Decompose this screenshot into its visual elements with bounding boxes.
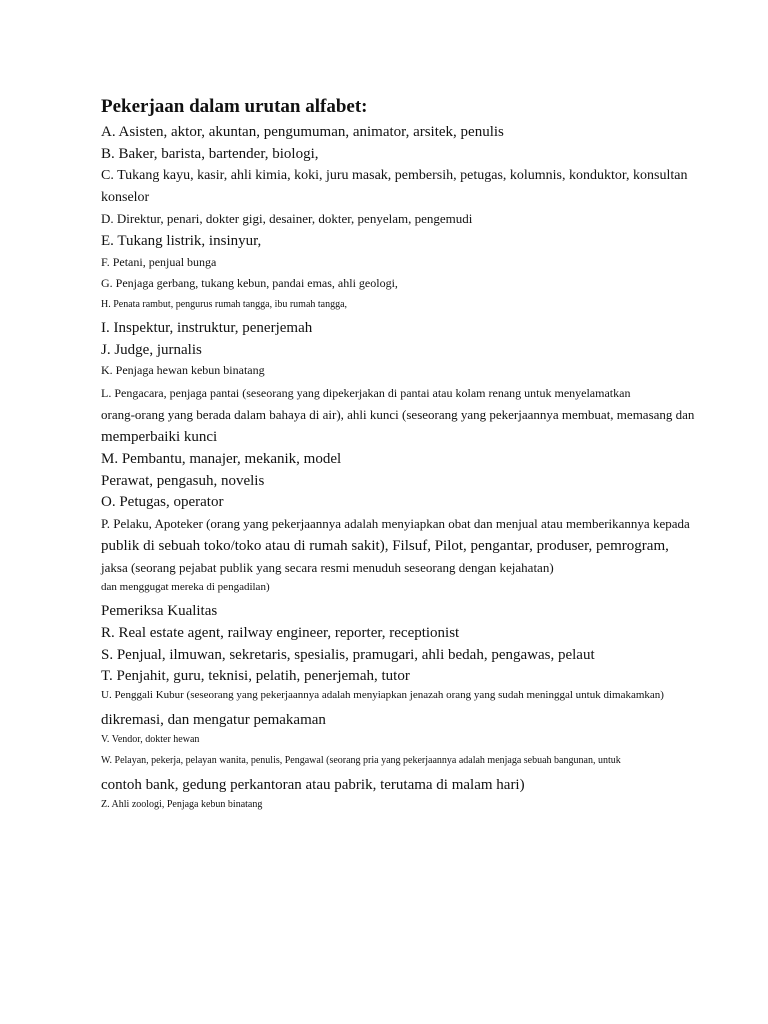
- line-c: C. Tukang kayu, kasir, ahli kimia, koki, juru masak, pembersih, petugas, kolumnis, konduktor, konsultan: [101, 168, 688, 183]
- line-u-cont: dikremasi, dan mengatur pemakaman: [101, 712, 326, 728]
- line-e: E. Tukang listrik, insinyur,: [101, 233, 262, 249]
- line-h: H. Penata rambut, pengurus rumah tangga, ibu rumah tangga,: [101, 299, 348, 310]
- line-l: L. Pengacara, penjaga pantai (seseorang yang dipekerjakan di pantai atau kolam renang untuk menyelamatkan: [101, 386, 631, 400]
- line-j: J. Judge, jurnalis: [101, 342, 202, 358]
- line-d: D. Direktur, penari, dokter gigi, desainer, dokter, penyelam, pengemudi: [101, 211, 473, 226]
- page-title: Pekerjaan dalam urutan alfabet:: [101, 96, 368, 117]
- line-b: B. Baker, barista, bartender, biologi,: [101, 146, 319, 162]
- line-r: R. Real estate agent, railway engineer, reporter, receptionist: [101, 625, 460, 641]
- line-k: K. Penjaga hewan kebun binatang: [101, 363, 265, 377]
- line-g: G. Penjaga gerbang, tukang kebun, pandai emas, ahli geologi,: [101, 276, 398, 290]
- line-p-cont-2: jaksa (seorang pejabat publik yang secara resmi menuduh seseorang dengan kejahatan): [101, 560, 554, 575]
- line-n: Perawat, pengasuh, novelis: [101, 473, 265, 489]
- line-c-cont: konselor: [101, 190, 150, 205]
- line-p-cont-1: publik di sebuah toko/toko atau di rumah sakit), Filsuf, Pilot, pengantar, produser, pemrogram,: [101, 538, 669, 554]
- line-u: U. Penggali Kubur (seseorang yang pekerjaannya adalah menyiapkan jenazah orang yang sudah meninggal untuk dimakamkan): [101, 689, 664, 701]
- line-w-cont: contoh bank, gedung perkantoran atau pabrik, terutama di malam hari): [101, 777, 525, 793]
- line-s: S. Penjual, ilmuwan, sekretaris, spesialis, pramugari, ahli bedah, pengawas, pelaut: [101, 647, 595, 663]
- line-z: Z. Ahli zoologi, Penjaga kebun binatang: [101, 799, 263, 810]
- line-t: T. Penjahit, guru, teknisi, pelatih, penerjemah, tutor: [101, 668, 410, 684]
- line-w: W. Pelayan, pekerja, pelayan wanita, penulis, Pengawal (seorang pria yang pekerjaannya adalah menjaga sebuah bangunan, untuk: [101, 755, 621, 766]
- line-f: F. Petani, penjual bunga: [101, 255, 217, 269]
- line-a: A. Asisten, aktor, akuntan, pengumuman, animator, arsitek, penulis: [101, 124, 504, 140]
- line-p-cont-3: dan menggugat mereka di pengadilan): [101, 581, 270, 593]
- line-m: M. Pembantu, manajer, mekanik, model: [101, 451, 342, 467]
- line-v: V. Vendor, dokter hewan: [101, 734, 200, 745]
- line-l-cont-2: memperbaiki kunci: [101, 429, 218, 445]
- line-p: P. Pelaku, Apoteker (orang yang pekerjaannya adalah menyiapkan obat dan menjual atau memberikannya kepada: [101, 516, 690, 531]
- line-l-cont-1: orang-orang yang berada dalam bahaya di air), ahli kunci (seseorang yang pekerjaannya membuat, memasang dan: [101, 407, 695, 422]
- line-i: I. Inspektur, instruktur, penerjemah: [101, 320, 313, 336]
- line-q: Pemeriksa Kualitas: [101, 603, 218, 619]
- line-o: O. Petugas, operator: [101, 494, 224, 510]
